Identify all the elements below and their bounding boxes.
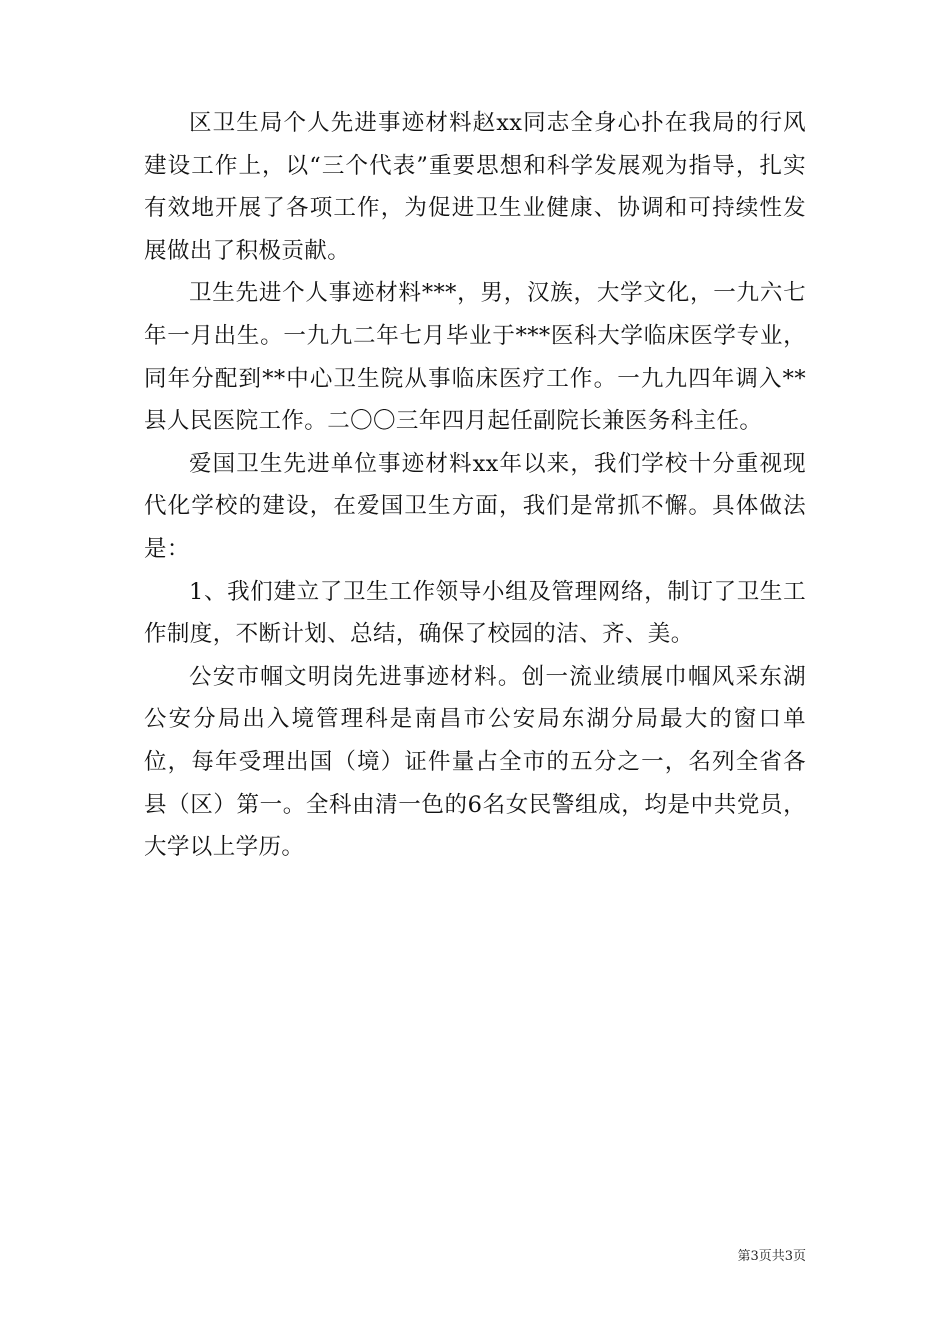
page-number-footer: 第3页共3页 <box>737 1249 806 1264</box>
paragraph-public-security-post: 公安市帼文明岗先进事迹材料。创一流业绩展巾帼风采东湖公安分局出入境管理科是南昌市公安局东湖分局最大的窗口单位，每年受理出国（境）证件量占全市的五分之一，名列全省各县（区）第一。全科由清一色的6名女民警组成，均是中共党员，大学以上学历。 <box>144 663 806 861</box>
document-body <box>144 102 806 869</box>
paragraph-patriotic-health-unit: 爱国卫生先进单位事迹材料xx年以来，我们学校十分重视现代化学校的建设，在爱国卫生方面，我们是常抓不懈。具体做法是： <box>144 450 806 562</box>
paragraph-health-leadership-group: 1、我们建立了卫生工作领导小组及管理网络，制订了卫生工作制度，不断计划、总结，确保了校园的洁、齐、美。 <box>144 578 806 648</box>
paragraph-health-individual: 卫生先进个人事迹材料***，男，汉族，大学文化，一九六七年一月出生。一九九二年七月毕业于***医科大学临床医学专业，同年分配到**中心卫生院从事临床医疗工作。一九九四年调入**县人民医院工作。二〇〇三年四月起任副院长兼医务科主任。 <box>144 280 806 435</box>
paragraph-health-bureau: 区卫生局个人先进事迹材料赵xx同志全身心扑在我局的行风建设工作上，以“三个代表”重要思想和科学发展观为指导，扎实有效地开展了各项工作，为促进卫生业健康、协调和可持续性发展做出了积极贡献。 <box>144 110 806 264</box>
